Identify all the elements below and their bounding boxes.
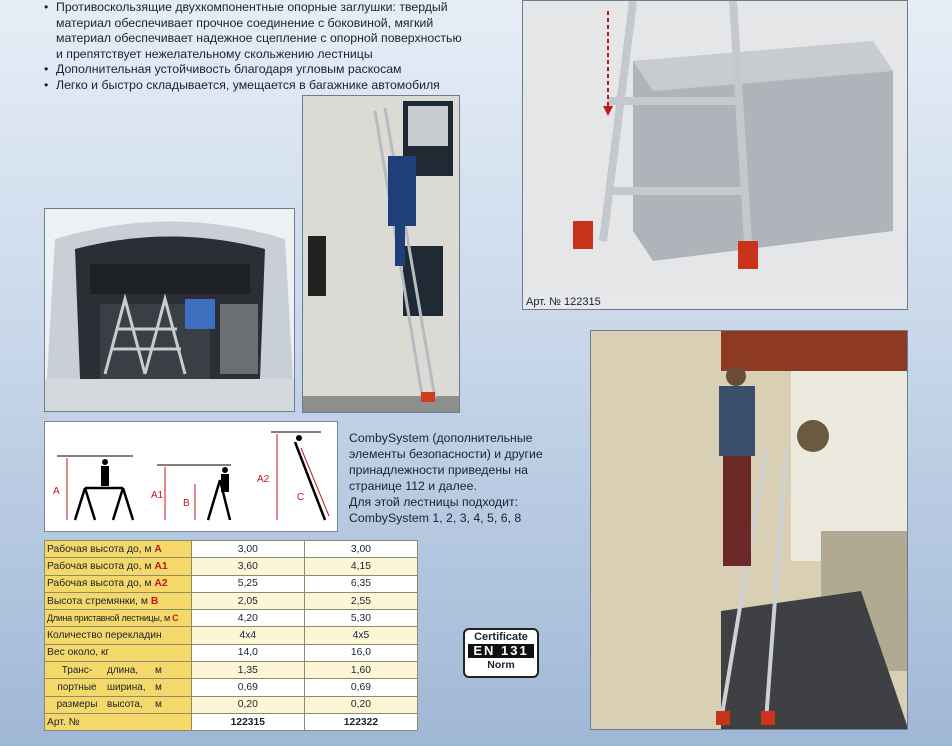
- combysystem-line: CombySystem (дополнительные: [349, 431, 533, 445]
- table-row: Количество перекладин 4x4 4x5: [45, 627, 418, 644]
- combysystem-line: CombySystem 1, 2, 3, 4, 5, 6, 8: [349, 511, 522, 525]
- leaning-ladder-photo: [302, 95, 460, 413]
- combysystem-line: Для этой лестницы подходит:: [349, 495, 519, 509]
- car-trunk-photo: [44, 208, 295, 412]
- label-a: A: [53, 486, 60, 497]
- porch-ladder-photo: [590, 330, 908, 730]
- ladder-on-box-photo: [522, 0, 908, 310]
- combysystem-info: [349, 430, 589, 526]
- label-c: C: [297, 492, 305, 503]
- feature-item: • Противоскользящие двухкомпонентные опорные заглушки: твердый материал обеспечивает прочное соединение с боковиной, мягкий материал обеспечивает надежное сцепление с опорной поверхностью и препятствует нежелательному скольжению лестницы: [44, 0, 464, 62]
- en131-certificate-badge: Certificate EN 131 Norm: [463, 628, 539, 678]
- label-b: B: [183, 498, 190, 509]
- table-row: Арт. № 122315 122322: [45, 713, 418, 730]
- photo-caption: Арт. № 122315: [526, 296, 601, 308]
- table-row: Высота стремянки, м B 2,05 2,55: [45, 592, 418, 609]
- combysystem-line: элементы безопасности) и другие: [349, 447, 543, 461]
- table-row: размеры высота, м 0,20 0,20: [45, 696, 418, 713]
- ladder-dimensions-diagram: [44, 421, 338, 532]
- feature-list: [44, 0, 464, 93]
- specifications-table: [44, 540, 418, 731]
- table-row: Рабочая высота до, м A2 5,25 6,35: [45, 575, 418, 592]
- combysystem-line: принадлежности приведены на: [349, 463, 528, 477]
- table-row: Рабочая высота до, м A 3,00 3,00: [45, 541, 418, 558]
- table-row: Длина приставной лестницы, м C 4,20 5,30: [45, 610, 418, 627]
- feature-item: • Дополнительная устойчивость благодаря угловым раскосам: [44, 62, 464, 78]
- feature-item: • Легко и быстро складывается, умещается в багажнике автомобиля: [44, 78, 464, 94]
- table-row: Вес около, кг 14,0 16,0: [45, 644, 418, 661]
- combysystem-line: странице 112 и далее.: [349, 479, 477, 493]
- table-row: Транс- длина, м 1,35 1,60: [45, 662, 418, 679]
- label-a1: A1: [151, 490, 164, 501]
- label-a2: A2: [257, 474, 270, 485]
- table-row: Рабочая высота до, м A1 3,60 4,15: [45, 558, 418, 575]
- table-row: портные ширина, м 0,69 0,69: [45, 679, 418, 696]
